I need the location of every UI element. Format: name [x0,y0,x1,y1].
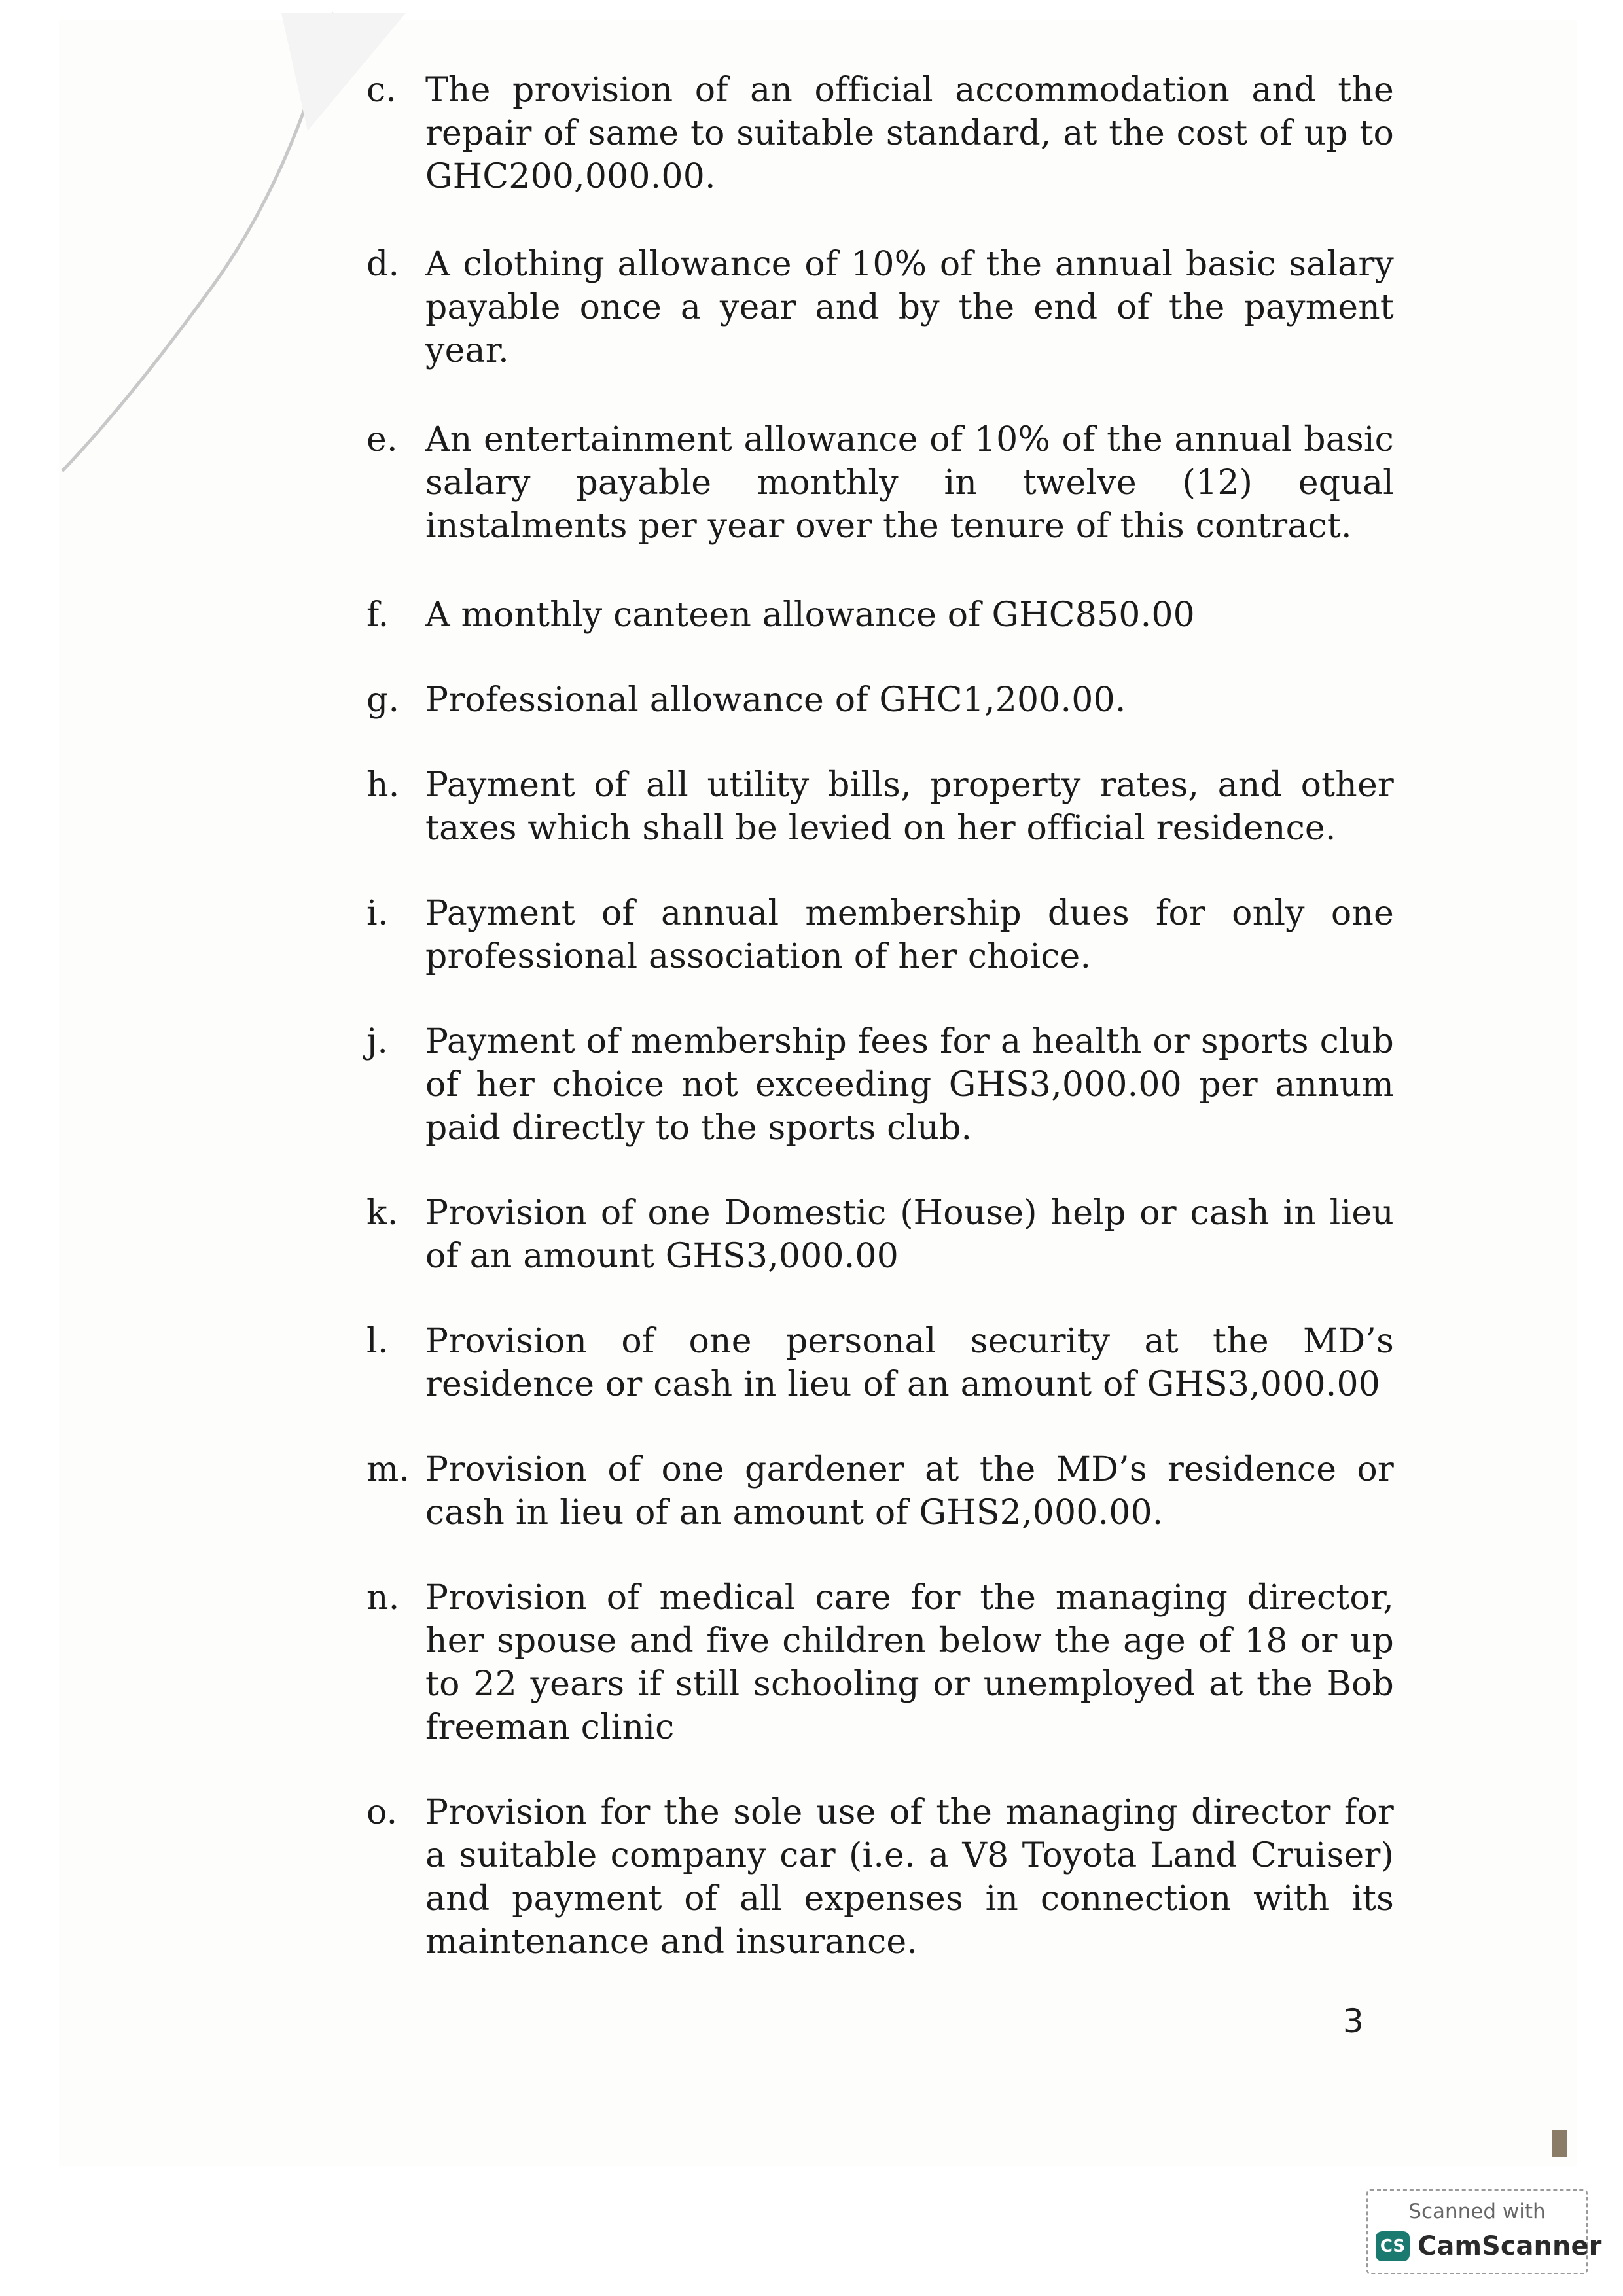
item-text: Provision of medical care for the managing director, her spouse and five children below the age of 18 or up to 22 years if still schooling or unemployed at the Bob freeman clinic [425,1578,1394,1747]
allowance-list [366,69,1394,1964]
list-item [366,1576,1394,1749]
item-text: Provision of one personal security at the MD’s residence or cash in lieu of an amount of GHS3,000.00 [425,1322,1394,1404]
item-marker: f. [366,595,389,635]
badge-brand-row [1376,2231,1601,2261]
item-marker: e. [366,420,398,459]
item-text: The provision of an official accommodation and the repair of same to suitable standard, at the cost of up to GHC200,000.00. [425,71,1394,196]
item-marker: k. [366,1193,399,1233]
list-item [366,892,1394,978]
item-marker: l. [366,1322,389,1361]
list-item [366,1192,1394,1278]
item-marker: g. [366,680,400,720]
item-text: A monthly canteen allowance of GHC850.00 [425,595,1195,635]
list-item [366,243,1394,372]
item-text: A clothing allowance of 10% of the annual basic salary payable once a year and by the end of the payment year. [425,245,1394,370]
badge-brand-name: CamScanner [1418,2231,1602,2261]
list-item [366,69,1394,198]
list-item [366,764,1394,850]
item-text: Professional allowance of GHC1,200.00. [425,680,1126,720]
camscanner-badge [1366,2189,1602,2274]
item-marker: h. [366,766,400,805]
item-text: Provision of one gardener at the MD’s residence or cash in lieu of an amount of GHS2,000.00. [425,1450,1394,1532]
list-item [366,1791,1394,1964]
item-text: Payment of annual membership dues for only one professional association of her choice. [425,894,1394,976]
badge-scanned-with-label: Scanned with [1408,2200,1546,2223]
item-marker: j. [366,1022,389,1061]
item-marker: o. [366,1793,398,1832]
item-marker: m. [366,1450,410,1489]
item-text: Provision of one Domestic (House) help or cash in lieu of an amount GHS3,000.00 [425,1193,1394,1276]
item-text: Payment of membership fees for a health or sports club of her choice not exceeding GHS3,000.00 per annum paid directly to the sports club. [425,1022,1394,1148]
page-number: 3 [1343,2002,1364,2040]
item-marker: d. [366,245,400,284]
list-item [366,593,1394,637]
item-text: Provision for the sole use of the managing director for a suitable company car (i.e. a V8 Toyota Land Cruiser) and payment of all expenses in connection with its maintenance and insurance. [425,1793,1394,1962]
camscanner-logo-icon: CS [1376,2231,1410,2261]
list-item [366,418,1394,548]
item-text: Payment of all utility bills, property rates, and other taxes which shall be levied on her official residence. [425,766,1394,848]
list-item [366,1020,1394,1150]
item-marker: c. [366,71,397,110]
list-item [366,1448,1394,1534]
scan-edge-mark [1552,2130,1567,2157]
item-marker: i. [366,894,389,933]
list-item [366,679,1394,722]
list-item [366,1320,1394,1406]
item-text: An entertainment allowance of 10% of the annual basic salary payable monthly in twelve (12) equal instalments per year over the tenure of this contract. [425,420,1394,546]
item-marker: n. [366,1578,400,1617]
